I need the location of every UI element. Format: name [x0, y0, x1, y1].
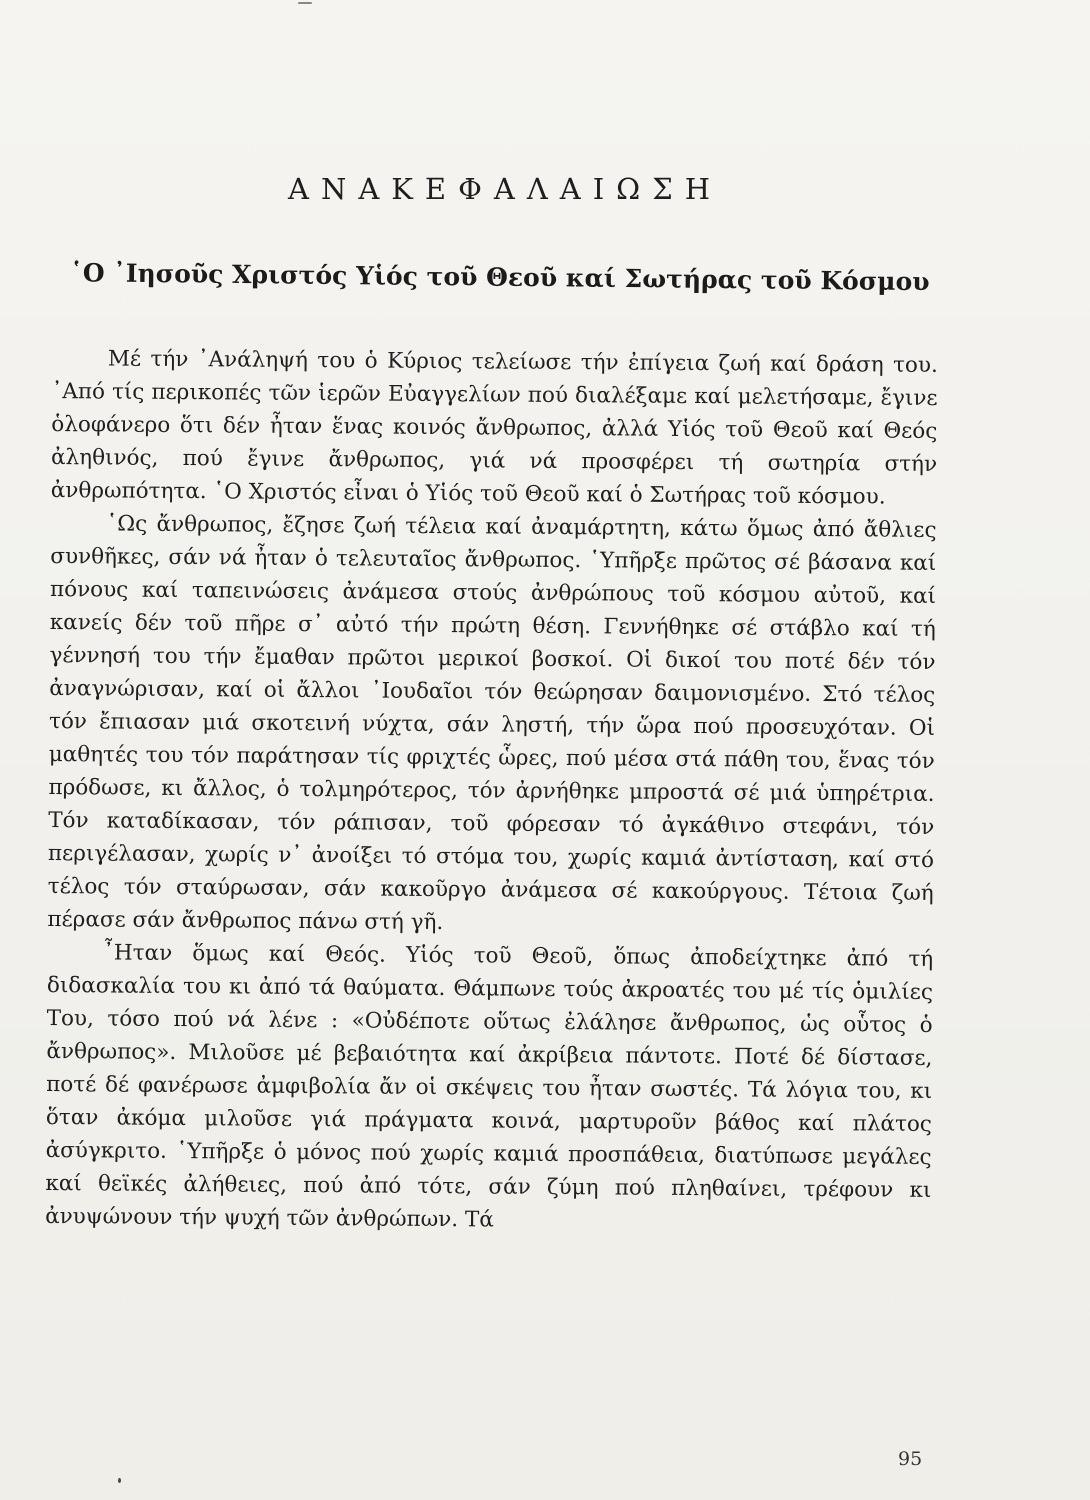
paragraph-1: Μέ τήν ᾿Ανάληψή του ὁ Κύριος τελείωσε τήν ἐπίγεια ζωή καί δράση του. ᾿Από τίς περικοπές τῶν ἱερῶν Εὐαγγελίων πού διαλέξαμε καί μελετήσαμε, ἔγινε ὁλοφάνερο ὅτι δέν ἦταν ἕνας κοινός ἄνθρωπος, ἀλλά Υἱός τοῦ Θεοῦ καί Θεός ἀληθινός, πού ἔγινε ἄνθρωπος, γιά νά προσφέρει τή σωτηρία στήν ἀνθρωπότητα. ῾Ο Χριστός εἶναι ὁ Υἱός τοῦ Θεοῦ καί ὁ Σωτήρας τοῦ κόσμου.	[50, 346, 938, 510]
paragraph-2: ῾Ως ἄνθρωπος, ἔζησε ζωή τέλεια καί ἀναμάρτητη, κάτω ὅμως ἀπό ἄθλιες συνθῆκες, σάν νά ἦταν ὁ τελευταῖος ἄνθρωπος. ῾Υπῆρξε πρῶτος σέ βάσανα καί πόνους καί ταπεινώσεις ἀνάμεσα στούς ἀνθρώπους τοῦ κόσμου αὐτοῦ, καί κανείς δέν τοῦ πῆρε σ᾿ αὐτό τήν πρώτη θέση. Γεννήθηκε σέ στάβλο καί τή γέννησή του τήν ἔμαθαν πρῶτοι μερικοί βοσκοί. Οἱ δικοί του ποτέ δέν τόν ἀναγνώρισαν, καί οἱ ἄλλοι ᾿Ιουδαῖοι τόν θεώρησαν δαιμονισμένο. Στό τέλος τόν ἔπιασαν μιά σκοτεινή νύχτα, σάν ληστή, τήν ὥρα πού προσευχόταν. Οἱ μαθητές του τόν παράτησαν τίς φριχτές ὧρες, πού μέσα στά πάθη του, ἕνας τόν πρόδωσε, κι ἄλλος, ὁ τολμηρότερος, τόν ἀρνήθηκε μπροστά σέ μιά ὑπηρέτρια. Τόν καταδίκασαν, τόν ράπισαν, τοῦ φόρεσαν τό ἀγκάθινο στεφάνι, τόν περιγέλασαν, χωρίς ν᾿ ἀνοίξει τό στόμα του, χωρίς καμιά ἀντίσταση, καί στό τέλος τόν σταύρωσαν, σάν κακοῦργο ἀνάμεσα σέ κακούργους. Τέτοια ζωή πέρασε σάν ἄνθρωπος πάνω στή γῆ.	[47, 511, 937, 936]
chapter-heading: ΑΝΑΚΕΦΑΛΑΙΩΣΗ	[288, 172, 722, 206]
body-text	[45, 342, 938, 1240]
section-subtitle: ῾Ο ᾿Ιησοῦς Χριστός Υἱός τοῦ Θεοῦ καί Σωτήρας τοῦ Κόσμου	[70, 258, 930, 297]
page-number: 95	[898, 1448, 923, 1470]
ink-speck	[298, 2, 312, 4]
ink-speck	[118, 1478, 121, 1483]
paragraph-3: ῏Ηταν ὅμως καί Θεός. Υἱός τοῦ Θεοῦ, ὅπως ἀποδείχτηκε ἀπό τή διδασκαλία του κι ἀπό τά θαύματα. Θάμπωνε τούς ἀκροατές του μέ τίς ὁμιλίες Του, τόσο πού νά λένε : «Οὐδέποτε οὕτως ἐλάλησε ἄνθρωπος, ὡς οὗτος ὁ ἄνθρωπος». Μιλοῦσε μέ βεβαιότητα καί ἀκρίβεια πάντοτε. Ποτέ δέ δίστασε, ποτέ δέ φανέρωσε ἀμφιβολία ἄν οἱ σκέψεις του ἦταν σωστές. Τά λόγια του, κι ὅταν ἀκόμα μιλοῦσε γιά πράγματα κοινά, μαρτυροῦν βάθος καί πλάτος ἀσύγκριτο. ῾Υπῆρξε ὁ μόνος πού χωρίς καμιά προσπάθεια, διατύπωσε μεγάλες καί θεϊκές ἀλήθειες, πού ἀπό τότε, σάν ζύμη πού πληθαίνει, τρέφουν κι ἀνυψώνουν τήν ψυχή τῶν ἀνθρώπων. Τά	[45, 940, 934, 1233]
